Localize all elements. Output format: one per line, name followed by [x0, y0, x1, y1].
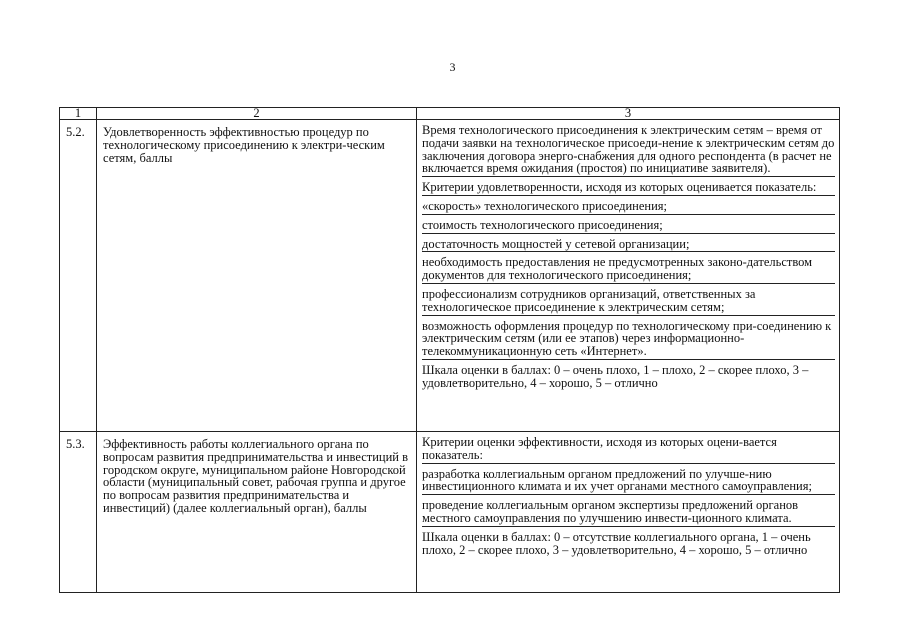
- indicator-name: Удовлетворенность эффективностью процедур по технологическому присоединению к электри-ческим сетям, баллы: [97, 120, 417, 432]
- criterion-item: профессионализм сотрудников организаций, ответственных за технологическое присоединение к электрическим сетям;: [422, 288, 835, 316]
- criterion-item: необходимость предоставления не предусмотренных законо-дательством документов для технологического присоединения;: [422, 256, 835, 284]
- header-row: [60, 108, 840, 120]
- page-number: 3: [449, 60, 456, 74]
- header-col-3: 3: [417, 108, 840, 120]
- criterion-item: проведение коллегиальным органом экспертизы предложений органов местного самоуправления по улучшению инвести-ционного климата.: [422, 499, 835, 527]
- row-number: 5.2.: [60, 120, 97, 432]
- table-row: [60, 432, 840, 593]
- description-paragraph: Критерии удовлетворенности, исходя из которых оценивается показатель:: [422, 181, 835, 196]
- table-row: [60, 120, 840, 432]
- criteria-table: [59, 107, 840, 593]
- indicator-name: Эффективность работы коллегиального органа по вопросам развития предпринимательства и инвестиций в городском округе, муниципальном районе Новгородской области (муниципальный совет, рабочая группа и другое по вопросам развития предпринимательства и инвестиций) (далее коллегиальный орган), баллы: [97, 432, 417, 593]
- criterion-item: возможность оформления процедур по технологическому при-соединению к электрическим сетям (или ее этапов) через информационно-телекоммуникационную сеть «Интернет».: [422, 320, 835, 360]
- criterion-item: разработка коллегиальным органом предложений по улучше-нию инвестиционного климата и их учет органами местного самоуправления;: [422, 468, 835, 496]
- indicator-description: [417, 120, 840, 432]
- description-paragraph: Критерии оценки эффективности, исходя из которых оцени-вается показатель:: [422, 436, 835, 464]
- indicator-description: [417, 432, 840, 593]
- rating-scale: Шкала оценки в баллах: 0 – очень плохо, 1 – плохо, 2 – скорее плохо, 3 – удовлетворительно, 4 – хорошо, 5 – отлично: [422, 362, 809, 390]
- header-col-2: 2: [97, 108, 417, 120]
- table-header: [60, 108, 840, 120]
- criterion-item: стоимость технологического присоединения;: [422, 219, 835, 234]
- header-col-1: 1: [60, 108, 97, 120]
- description-paragraph: Время технологического присоединения к электрическим сетям – время от подачи заявки на технологическое присоеди-нение к электрическим сетям до заключения договора энерго-снабжения для одного респондента (в расчет не включается время ожидания (простоя) по инициативе заявителя).: [422, 123, 835, 176]
- row-number: 5.3.: [60, 432, 97, 593]
- criterion-item: достаточность мощностей у сетевой организации;: [422, 238, 835, 253]
- criterion-item: «скорость» технологического присоединения;: [422, 200, 835, 215]
- rating-scale: Шкала оценки в баллах: 0 – отсутствие коллегиального органа, 1 – очень плохо, 2 – скорее плохо, 3 – удовлетворительно, 4 – хорошо, 5 – отлично: [422, 529, 811, 557]
